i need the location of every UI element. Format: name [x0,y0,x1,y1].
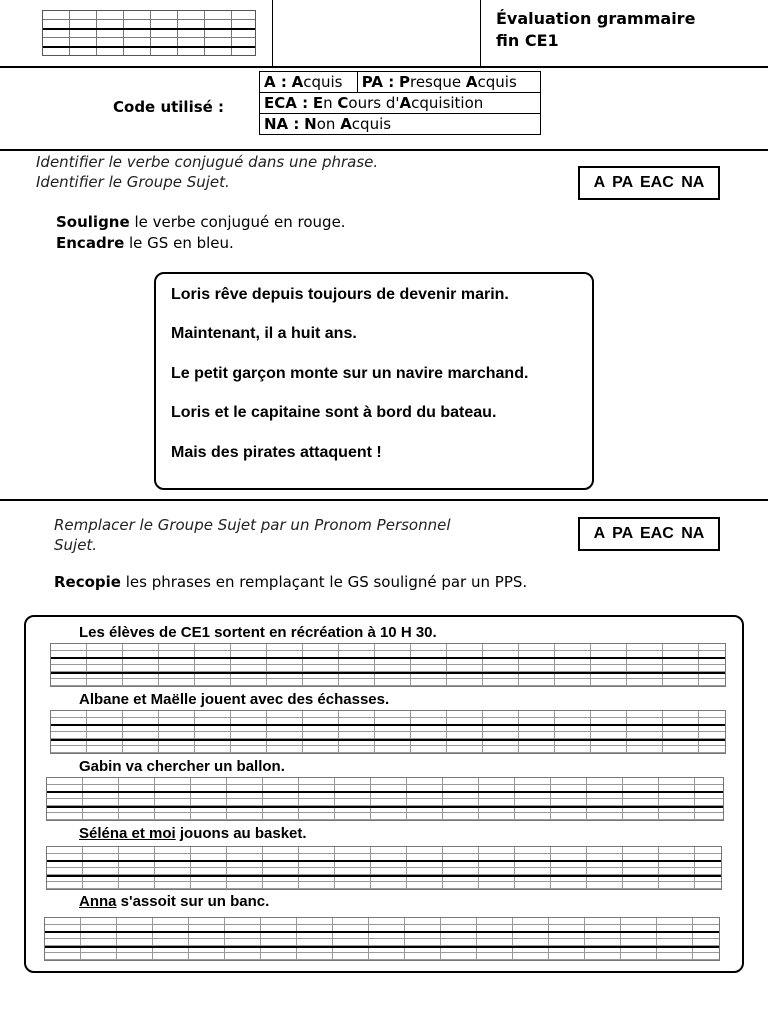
section2-grade-box[interactable]: A PA EAC NA [578,517,720,551]
section1-top-rule [0,149,768,151]
writing-lines-2[interactable] [50,710,726,754]
exercise-sentence-4: Séléna et moi jouons au basket. [79,825,307,842]
objective-line-1: Remplacer le Groupe Sujet par un Pronom Personnel [54,516,451,534]
sentence-5[interactable]: Mais des pirates attaquent ! [171,444,382,461]
exercise-sentence-1: Les élèves de CE1 sortent en récréation à 10 H 30. [79,624,437,641]
sentence-3[interactable]: Le petit garçon monte sur un navire marchand. [171,365,529,382]
exercise-sentence-3: Gabin va chercher un ballon. [79,758,285,775]
code-acquis: A : Acquis [260,72,358,93]
writing-lines-3[interactable] [46,777,724,821]
exercise-sentence-5: Anna s'assoit sur un banc. [79,893,270,910]
section1-grade-box[interactable]: A PA EAC NA [578,166,720,200]
page-title [496,8,695,52]
instruction-encadre: Encadre le GS en bleu. [56,234,234,252]
writing-lines-4[interactable] [46,846,722,890]
code-legend-table [259,71,541,135]
header-bottom-rule [0,66,768,68]
exercise-sentence-2: Albane et Maëlle jouent avec des échasses. [79,691,390,708]
section2-objective [54,515,451,555]
objective-line-2: Identifier le Groupe Sujet. [36,173,230,191]
name-writing-lines[interactable] [42,10,256,56]
sentence-4[interactable]: Loris et le capitaine sont à bord du bateau. [171,404,497,421]
section1-objective [36,152,378,192]
objective-line-2: Sujet. [54,536,98,554]
instruction-souligne: Souligne le verbe conjugué en rouge. [56,213,346,231]
code-non-acquis: NA : Non Acquis [260,114,541,135]
writing-lines-5[interactable] [44,917,720,961]
writing-lines-1[interactable] [50,643,726,687]
sentence-2[interactable]: Maintenant, il a huit ans. [171,325,357,342]
header-divider-left [272,0,273,66]
header-divider-right [480,0,481,66]
section2-top-rule [0,499,768,501]
section2-instruction: Recopie les phrases en remplaçant le GS souligné par un PPS. [54,573,528,591]
code-en-cours: ECA : En Cours d'Acquisition [260,93,541,114]
title-line-2: fin CE1 [496,31,559,50]
section1-instructions [56,212,346,254]
code-label: Code utilisé : [113,98,225,116]
sentence-box [154,272,594,490]
code-presque-acquis: PA : Presque Acquis [357,72,540,93]
objective-line-1: Identifier le verbe conjugué dans une phrase. [36,153,379,171]
sentence-1[interactable]: Loris rêve depuis toujours de devenir marin. [171,286,509,303]
title-line-1: Évaluation grammaire [496,9,696,28]
